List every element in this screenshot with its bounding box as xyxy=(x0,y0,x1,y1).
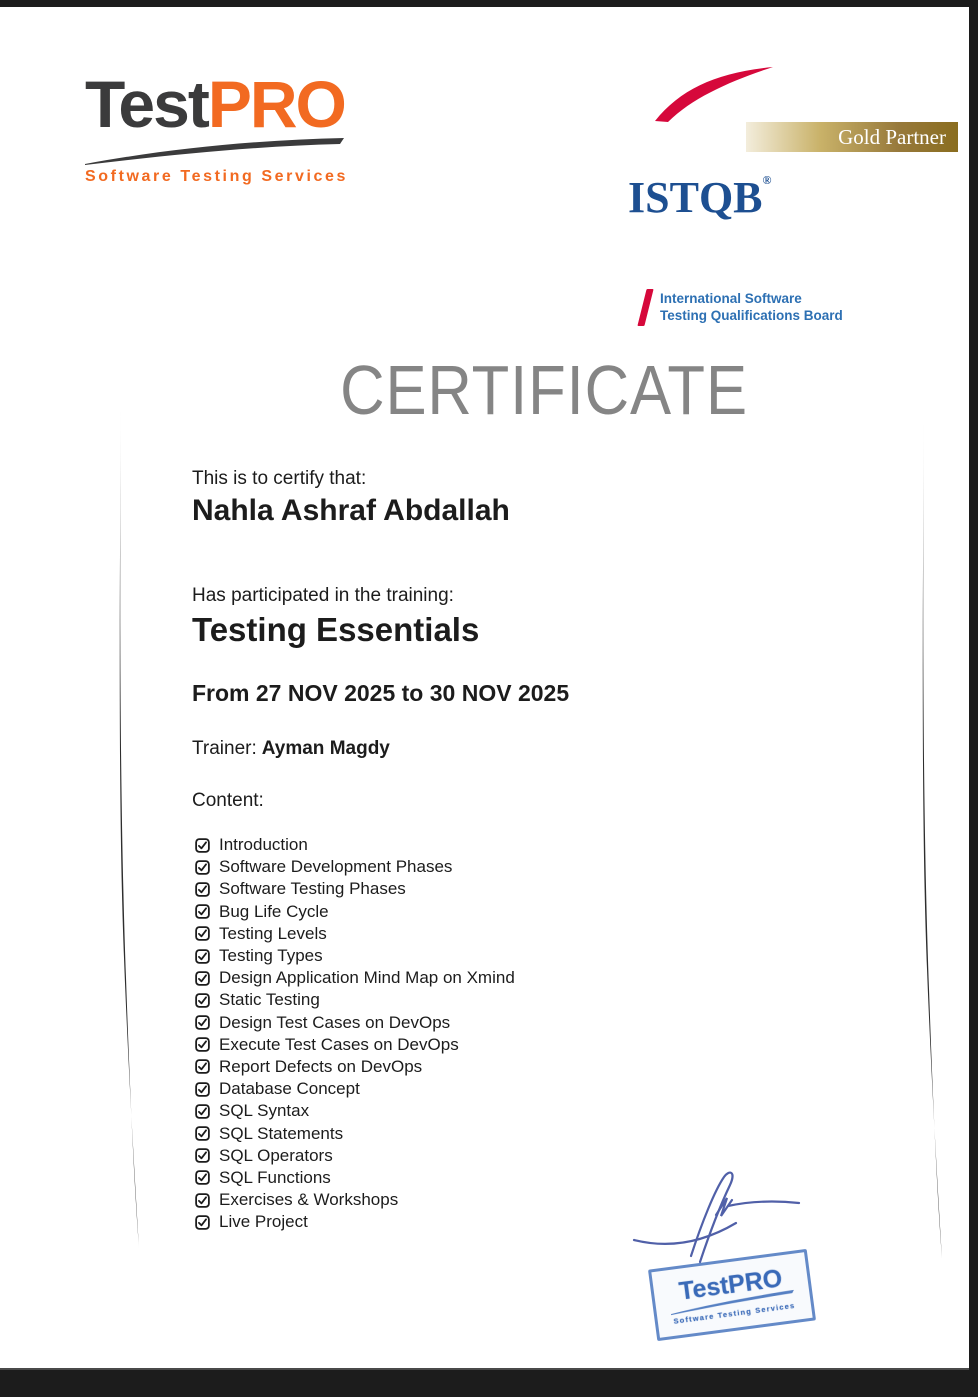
checklist-item xyxy=(195,989,515,1011)
checkbox-checked-icon xyxy=(195,949,210,964)
checklist-item xyxy=(195,1100,515,1122)
left-flourish-line xyxy=(113,403,145,1248)
checklist-item xyxy=(195,1078,515,1100)
istqb-red-slash xyxy=(637,289,653,326)
testpro-swoosh-icon xyxy=(85,138,345,166)
checkbox-checked-icon xyxy=(195,1037,210,1052)
recipient-name: Nahla Ashraf Abdallah xyxy=(192,494,510,527)
checkbox-checked-icon xyxy=(195,926,210,941)
checklist-item xyxy=(195,856,515,878)
checklist-item-label: Design Test Cases on DevOps xyxy=(219,1012,451,1032)
right-edge-bar xyxy=(969,0,978,1397)
checkbox-checked-icon xyxy=(195,904,210,919)
checklist-item xyxy=(195,834,515,856)
checklist-item-label: Bug Life Cycle xyxy=(219,901,329,921)
checklist-item xyxy=(195,1211,515,1233)
testpro-logo xyxy=(85,67,348,186)
checkbox-checked-icon xyxy=(195,860,210,875)
checkbox-checked-icon xyxy=(195,1015,210,1030)
certificate-title: CERTIFICATE xyxy=(340,351,748,429)
istqb-logo xyxy=(628,62,963,323)
testpro-tagline: Software Testing Services xyxy=(85,168,348,185)
participation-label: Has participated in the training: xyxy=(192,585,454,606)
gold-partner-label: Gold Partner xyxy=(838,125,946,149)
checkbox-checked-icon xyxy=(195,1082,210,1097)
testpro-wordmark xyxy=(85,67,347,141)
checklist-item-label: Live Project xyxy=(219,1212,308,1232)
checkbox-checked-icon xyxy=(195,1126,210,1141)
checklist-item-label: SQL Syntax xyxy=(219,1101,310,1121)
checklist-item xyxy=(195,1122,515,1144)
checklist-item-label: SQL Operators xyxy=(219,1145,333,1165)
checklist-item xyxy=(195,923,515,945)
checklist-item xyxy=(195,1189,515,1211)
checklist-item-label: Execute Test Cases on DevOps xyxy=(219,1034,459,1054)
checklist-item xyxy=(195,967,515,989)
checklist-item xyxy=(195,901,515,923)
gold-partner-badge xyxy=(746,122,958,152)
checklist-item xyxy=(195,1012,515,1034)
stamp-tagline: Software Testing Services xyxy=(672,1300,796,1326)
istqb-wordmark-text: ISTQB xyxy=(628,173,763,222)
checklist-item-label: Static Testing xyxy=(219,990,320,1010)
content-checklist xyxy=(195,834,515,1233)
checklist-item xyxy=(195,945,515,967)
testpro-wordmark-test: Test xyxy=(85,67,208,141)
checklist-item-label: Software Development Phases xyxy=(219,857,453,877)
istqb-caption-line2: Testing Qualifications Board xyxy=(660,308,843,323)
content-label: Content: xyxy=(192,790,264,811)
checklist-item-label: Introduction xyxy=(219,835,308,855)
istqb-caption-line1: International Software xyxy=(660,291,802,306)
checklist-item-label: SQL Functions xyxy=(219,1167,331,1187)
checklist-item-label: Exercises & Workshops xyxy=(219,1190,399,1210)
checklist-item-label: SQL Statements xyxy=(219,1123,344,1143)
trainer-name: Ayman Magdy xyxy=(261,738,390,759)
checklist-item-label: Testing Levels xyxy=(219,923,327,943)
checklist-item-label: Report Defects on DevOps xyxy=(219,1056,423,1076)
stamp-wordmark: TestPRO xyxy=(677,1263,784,1306)
bottom-edge-bar xyxy=(0,1368,978,1397)
training-name: Testing Essentials xyxy=(192,611,480,648)
checkbox-checked-icon xyxy=(195,1059,210,1074)
testpro-wordmark-pro: PRO xyxy=(207,67,345,141)
checklist-item xyxy=(195,1145,515,1167)
trainer-line xyxy=(192,738,390,760)
checklist-item-label: Design Application Mind Map on Xmind xyxy=(219,968,515,988)
checkbox-checked-icon xyxy=(195,993,210,1008)
top-edge-bar xyxy=(0,0,978,7)
checkbox-checked-icon xyxy=(195,1148,210,1163)
right-flourish-line xyxy=(916,418,948,1258)
istqb-swoosh-icon xyxy=(655,66,775,122)
certify-label: This is to certify that: xyxy=(192,468,367,489)
checklist-item xyxy=(195,1034,515,1056)
checklist-item xyxy=(195,1167,515,1189)
checkbox-checked-icon xyxy=(195,1193,210,1208)
istqb-registered-mark: ® xyxy=(762,173,772,187)
checklist-item xyxy=(195,1056,515,1078)
istqb-caption xyxy=(660,290,843,324)
checklist-item-label: Database Concept xyxy=(219,1079,360,1099)
checkbox-checked-icon xyxy=(195,1170,210,1185)
checkbox-checked-icon xyxy=(195,1215,210,1230)
istqb-wordmark xyxy=(628,158,771,220)
checklist-item-label: Testing Types xyxy=(219,946,323,966)
checklist-item xyxy=(195,878,515,900)
trainer-label: Trainer: xyxy=(192,738,257,759)
checklist-item-label: Software Testing Phases xyxy=(219,879,406,899)
checkbox-checked-icon xyxy=(195,971,210,986)
checkbox-checked-icon xyxy=(195,882,210,897)
date-range: From 27 NOV 2025 to 30 NOV 2025 xyxy=(192,680,570,706)
checkbox-checked-icon xyxy=(195,1104,210,1119)
checkbox-checked-icon xyxy=(195,838,210,853)
